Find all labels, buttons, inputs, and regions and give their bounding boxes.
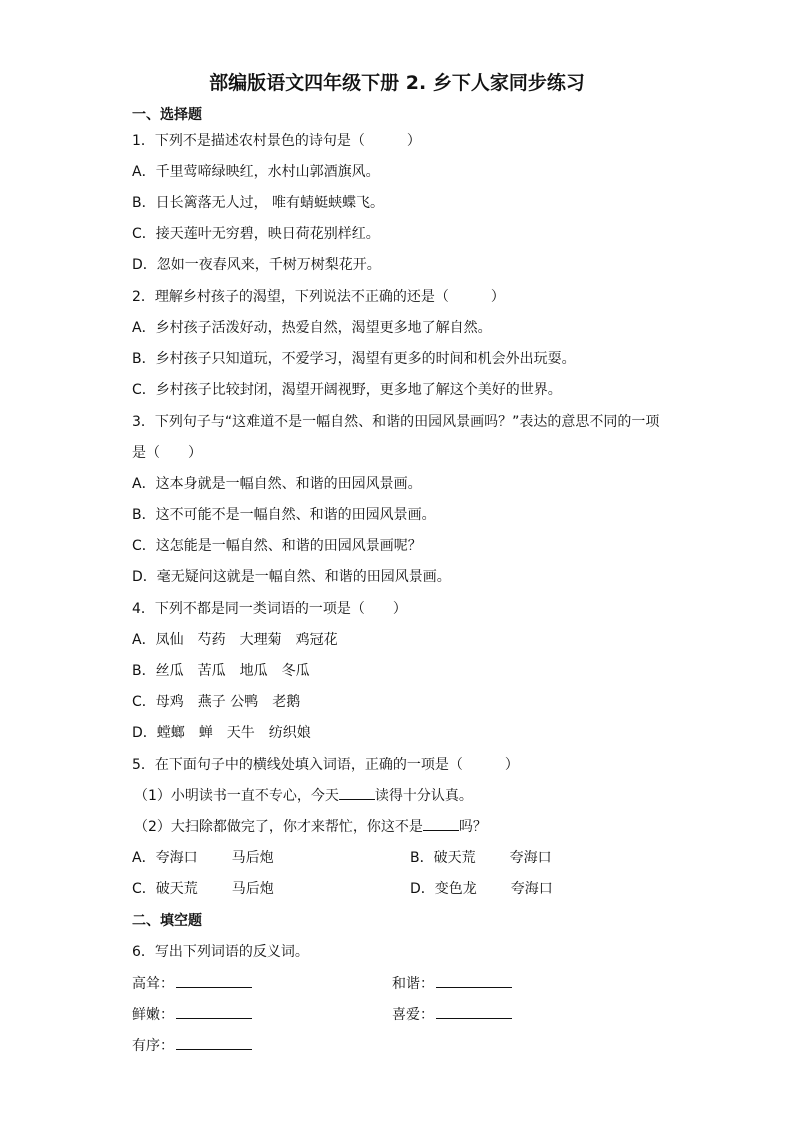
section-heading-fill: 二、填空题 xyxy=(132,913,202,929)
q6-word-4-label: 喜爱： xyxy=(392,1007,434,1023)
q6-word-4 xyxy=(392,1004,512,1024)
q1-option-c: C．接天莲叶无穷碧，映日荷花别样红。 xyxy=(132,226,380,242)
q5-s1-post: 读得十分认真。 xyxy=(374,788,473,804)
q1-option-d: D．忽如一夜春风来，千树万树梨花开。 xyxy=(132,257,381,273)
q5-sentence-1 xyxy=(134,785,473,805)
q6-word-3-label: 鲜嫩： xyxy=(132,1007,174,1023)
page-title: 部编版语文四年级下册 2. 乡下人家同步练习 xyxy=(209,72,585,94)
q6-word-5-label: 有序： xyxy=(132,1038,174,1054)
q6-answer-4[interactable] xyxy=(436,1006,512,1019)
q3-option-d: D．毫无疑问这就是一幅自然、和谐的田园风景画。 xyxy=(132,569,451,585)
q4-option-b: B．丝瓜 苦瓜 地瓜 冬瓜 xyxy=(132,663,310,679)
q5-a-word1: A．夸海口 xyxy=(132,850,198,866)
q4-option-a: A．凤仙 芍药 大理菊 鸡冠花 xyxy=(132,632,338,648)
q5-a-word2: 马后炮 xyxy=(231,850,274,866)
q5-option-d xyxy=(410,878,553,898)
q5-stem: 5．在下面句子中的横线处填入词语，正确的一项是（ ） xyxy=(132,757,519,773)
q6-word-5 xyxy=(132,1035,252,1055)
q6-word-2 xyxy=(392,973,512,993)
q2-option-b: B．乡村孩子只知道玩，不爱学习，渴望有更多的时间和机会外出玩耍。 xyxy=(132,351,576,367)
q6-answer-3[interactable] xyxy=(176,1006,252,1019)
q5-option-a xyxy=(132,847,274,867)
q6-answer-2[interactable] xyxy=(436,975,512,988)
q1-option-a: A．千里莺啼绿映红，水村山郭酒旗风。 xyxy=(132,164,380,180)
q5-option-b xyxy=(410,847,552,867)
q6-word-1-label: 高耸： xyxy=(132,976,174,992)
q5-sentence-2 xyxy=(134,816,487,836)
q2-option-a: A．乡村孩子活泼好动，热爱自然，渴望更多地了解自然。 xyxy=(132,320,492,336)
q5-s2-pre: （2）大扫除都做完了，你才来帮忙，你这不是 xyxy=(134,819,423,835)
q2-stem: 2．理解乡村孩子的渴望，下列说法不正确的还是（ ） xyxy=(132,289,505,305)
q5-d-word2: 夸海口 xyxy=(510,881,553,897)
q5-s2-post: 吗？ xyxy=(458,819,487,835)
q5-b-word2: 夸海口 xyxy=(509,850,552,866)
q5-b-word1: B．破天荒 xyxy=(410,850,476,866)
q1-option-b: B．日长篱落无人过， 唯有蜻蜓蛱蝶飞。 xyxy=(132,195,385,211)
q1-stem: 1．下列不是描述农村景色的诗句是（ ） xyxy=(132,133,421,149)
q6-word-3 xyxy=(132,1004,252,1024)
q3-option-b: B．这不可能不是一幅自然、和谐的田园风景画。 xyxy=(132,507,436,523)
q3-stem-line1: 3．下列句子与“这难道不是一幅自然、和谐的田园风景画吗？”表达的意思不同的一项 xyxy=(132,414,660,430)
q4-stem: 4．下列不都是同一类词语的一项是（ ） xyxy=(132,601,407,617)
q6-word-2-label: 和谐： xyxy=(392,976,434,992)
section-heading-choice: 一、选择题 xyxy=(132,107,202,123)
q3-stem-line2: 是（ ） xyxy=(132,445,202,461)
q3-option-c: C．这怎能是一幅自然、和谐的田园风景画呢？ xyxy=(132,538,422,554)
q5-d-word1: D．变色龙 xyxy=(410,881,477,897)
q5-s1-pre: （1）小明读书一直不专心，今天 xyxy=(134,788,339,804)
q6-word-1 xyxy=(132,973,252,993)
q6-answer-5[interactable] xyxy=(176,1037,252,1050)
q4-option-c: C．母鸡 燕子 公鸭 老鹅 xyxy=(132,694,301,710)
q5-s1-blank xyxy=(339,787,375,800)
q4-option-d: D．螳螂 蝉 天牛 纺织娘 xyxy=(132,725,311,741)
q2-option-c: C．乡村孩子比较封闭，渴望开阔视野，更多地了解这个美好的世界。 xyxy=(132,382,562,398)
q3-option-a: A．这本身就是一幅自然、和谐的田园风景画。 xyxy=(132,476,422,492)
q5-c-word1: C．破天荒 xyxy=(132,881,198,897)
q5-c-word2: 马后炮 xyxy=(231,881,274,897)
q5-option-c xyxy=(132,878,274,898)
q6-answer-1[interactable] xyxy=(176,975,252,988)
q5-s2-blank xyxy=(423,818,459,831)
q6-stem: 6．写出下列词语的反义词。 xyxy=(132,944,309,960)
